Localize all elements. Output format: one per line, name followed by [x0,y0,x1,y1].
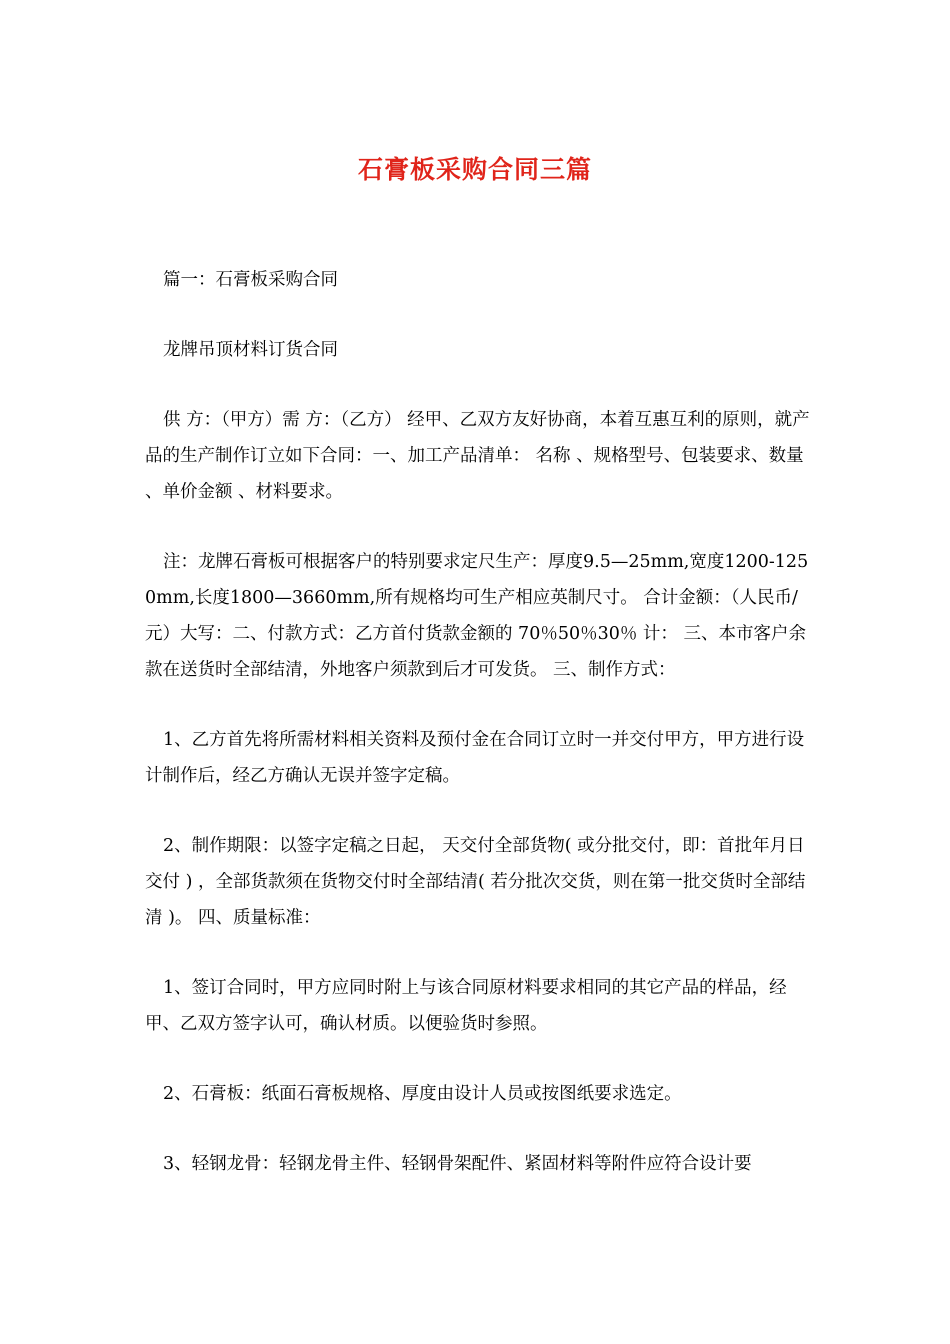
paragraph-note-payment: 注：龙牌石膏板可根据客户的特别要求定尺生产：厚度9.5—25mm,宽度1200-1250mm,长度1800—3660mm,所有规格均可生产相应英制尺寸。 合计金额：（人民币/元）大写：二、付款方式：乙方首付货款金额的 70％50％30％ 计： 三、本市客户余款在送货时全部结清，外地客户须款到后才可发货。 三、制作方式： [145,552,809,680]
document-body [145,262,810,1216]
paragraph-item-2-deadline: 2、制作期限：以签字定稿之日起， 天交付全部货物( 或分批交付，即：首批年月日交付 ) ，全部货款须在货物交付时全部结清( 若分批次交货，则在第一批交货时全部结清 )。 四、质量标准： [145,836,806,928]
paragraph-item-1-production: 1、乙方首先将所需材料相关资料及预付金在合同订立时一并交付甲方，甲方进行设计制作后，经乙方确认无误并签字定稿。 [145,730,805,786]
paragraph-parties: 供 方：（甲方）需 方：（乙方） 经甲、乙双方友好协商，本着互惠互利的原则，就产品的生产制作订立如下合同：一、加工产品清单： 名称 、规格型号、包装要求、数量 、单价金额 、材料要求。 [145,410,810,502]
document-title: 石膏板采购合同三篇 [357,155,592,184]
paragraph-part-one-heading: 篇一：石膏板采购合同 [163,270,338,290]
paragraph-item-1-quality: 1、签订合同时，甲方应同时附上与该合同原材料要求相同的其它产品的样品，经甲、乙双方签字认可，确认材质。以便验货时参照。 [145,978,787,1034]
paragraph-item-3-light-steel-keel: 3、轻钢龙骨：轻钢龙骨主件、轻钢骨架配件、紧固材料等附件应符合设计要 [163,1154,752,1174]
paragraph-contract-name: 龙牌吊顶材料订货合同 [163,340,338,360]
paragraph-item-2-gypsum-board: 2、石膏板：纸面石膏板规格、厚度由设计人员或按图纸要求选定。 [163,1084,682,1104]
